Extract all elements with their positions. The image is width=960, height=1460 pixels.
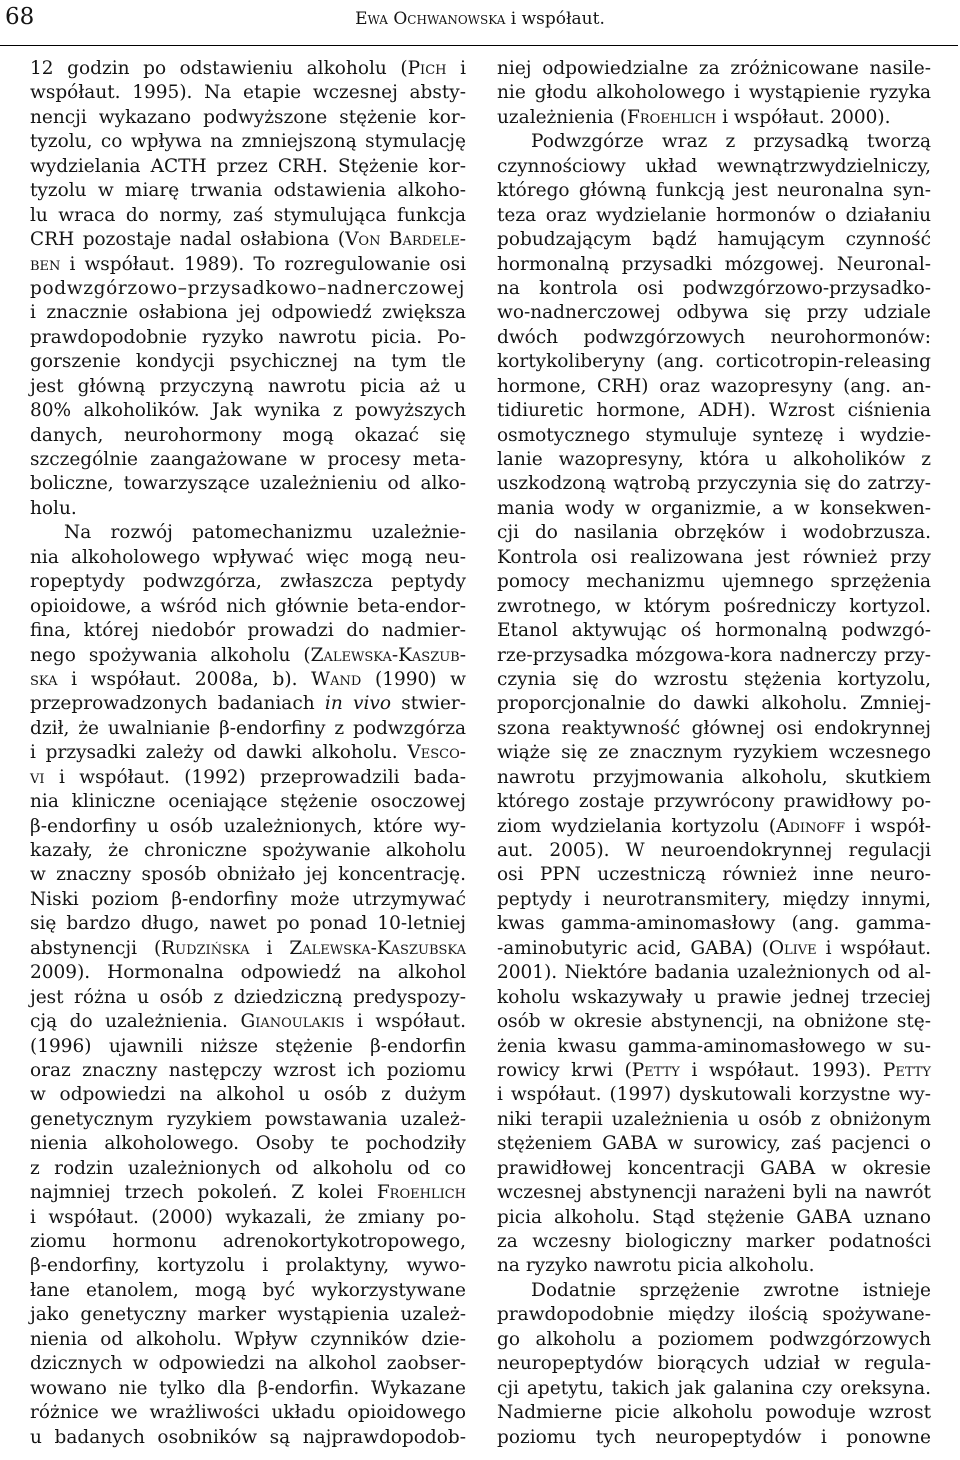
text-line xyxy=(30,1352,466,1376)
running-head xyxy=(0,8,960,30)
author-name: ben xyxy=(30,253,61,275)
text-line xyxy=(30,619,466,643)
text-line xyxy=(30,546,466,570)
text-run: rowicy krwi ( xyxy=(497,1059,632,1081)
text-run: wczesnej abstynencji narażeni byli na nawrót xyxy=(497,1182,931,1204)
author-name: Zalewska-Kaszubska xyxy=(289,937,466,959)
text-run: żenia kwasu gamma-aminomasłowego w su- xyxy=(497,1035,931,1057)
text-run: Podwzgórze wraz z przysadką tworzą xyxy=(531,131,931,153)
text-run: proporcjonalnie do dawki alkoholu. Zmniej- xyxy=(497,693,931,715)
text-run: szona reaktywność głównej osi endokrynnej xyxy=(497,717,931,739)
text-line xyxy=(497,277,931,301)
author-name: Froehlich xyxy=(627,106,717,128)
text-run: kwas gamma-aminomasłowy (ang. gamma- xyxy=(497,913,931,935)
text-line xyxy=(30,1157,466,1181)
text-line xyxy=(497,570,931,594)
text-run: i xyxy=(249,937,290,959)
text-line xyxy=(30,1206,466,1230)
text-line xyxy=(497,326,931,350)
text-run: opioidowe, a wśród nich głównie beta-endor- xyxy=(30,595,466,617)
text-run: i współaut. (2000) wykazali, że zmiany po- xyxy=(30,1206,466,1228)
text-run: tyzolu, co wpływa na zmniejszoną stymulację xyxy=(30,131,466,153)
text-line xyxy=(30,521,466,545)
text-run: i xyxy=(446,58,466,79)
text-line xyxy=(30,1377,466,1401)
text-run: nienia alkoholowego. Osoby te pochodziły xyxy=(30,1133,466,1155)
text-line xyxy=(30,1303,466,1327)
text-line xyxy=(30,766,466,790)
text-run: lu wraca do normy, zaś stymulująca funkcja xyxy=(30,204,466,226)
author-name: Gianoulakis xyxy=(240,1011,345,1033)
text-run: picia alkoholu. Stąd stężenie GABA uznano xyxy=(497,1206,931,1228)
text-run: 2009). Hormonalna odpowiedź na alkohol xyxy=(30,962,466,984)
text-run: Nadmierne picie alkoholu powoduje wzrost xyxy=(497,1402,931,1424)
text-line xyxy=(30,1108,466,1132)
text-line xyxy=(497,595,931,619)
text-line xyxy=(30,472,466,496)
text-line xyxy=(497,1254,931,1278)
text-line xyxy=(497,790,931,814)
author-name: Froehlich xyxy=(376,1182,466,1204)
text-run: neuropeptydów biorących udział w regula- xyxy=(497,1353,931,1375)
text-run: (1996) ujawnili niższe stężenie β-endorfin xyxy=(30,1035,466,1057)
text-run: boliczne, towarzyszące uzależnieniu od alko- xyxy=(30,473,466,495)
text-run: i przysadki zależy od dawki alkoholu. xyxy=(30,742,408,764)
text-line xyxy=(497,863,931,887)
text-run: tidiuretic hormone, ADH). Wzrost ciśnienia xyxy=(497,400,931,422)
text-run: nia alkoholowego wpływać więc mogą neu- xyxy=(30,546,466,568)
text-run: β-endorfiny u osób uzależnionych, które wy- xyxy=(30,815,466,837)
text-run: gorszenie kondycji psychicznej na tym tle xyxy=(30,351,466,373)
text-run: fina, której niedobór prowadzi do nadmier- xyxy=(30,620,466,642)
text-run: którego zostaje przywrócony prawidłowy po- xyxy=(497,791,931,813)
text-run: współaut. 1995). Na etapie wczesnej absty- xyxy=(30,82,466,104)
text-line xyxy=(497,644,931,668)
text-line xyxy=(497,106,931,130)
text-run: CRH pozostaje nadal osłabiona ( xyxy=(30,229,346,251)
text-line xyxy=(497,986,931,1010)
text-run: pobudzającym bądź hamującym czynność xyxy=(497,229,931,251)
text-run: wowano nie tylko dla β-endorfin. Wykazane xyxy=(30,1377,466,1399)
text-run: zwrotnego, w którym pośredniczy kortyzol. xyxy=(497,595,931,617)
text-run: czynnościowy układ wewnątrzwydzielniczy, xyxy=(497,155,931,177)
text-run: -aminobutyric acid, GABA) ( xyxy=(497,937,769,959)
text-line xyxy=(497,1230,931,1254)
text-line xyxy=(497,1303,931,1327)
author-name: Zalewska-Kaszub- xyxy=(310,644,466,666)
text-line xyxy=(497,937,931,961)
text-line xyxy=(497,692,931,716)
text-run: Na rozwój patomechanizmu uzależnie- xyxy=(64,522,466,544)
text-line xyxy=(30,692,466,716)
text-line xyxy=(497,668,931,692)
text-run: Kontrola osi realizowana jest również przy xyxy=(497,546,931,568)
text-run: stwier- xyxy=(390,693,466,715)
text-run: łane etanolem, mogą być wykorzystywane xyxy=(30,1279,466,1301)
text-line xyxy=(30,277,466,301)
text-run: 80% alkoholików. Jak wynika z powyższych xyxy=(30,400,466,422)
text-run: w znaczny sposób obniżało jej koncentrację. xyxy=(30,864,466,886)
text-line xyxy=(497,350,931,374)
text-run: aut. 2005). W neuroendokrynnej regulacji xyxy=(497,840,931,861)
text-run: jako genetyczny marker wystąpienia uzależ- xyxy=(30,1304,466,1326)
text-line xyxy=(497,961,931,985)
text-line xyxy=(497,1377,931,1401)
text-run: najmniej trzech pokoleń. Z kolei xyxy=(30,1182,377,1204)
text-line xyxy=(30,1181,466,1205)
text-run: prawidłowej koncentracji GABA w okresie xyxy=(497,1157,931,1179)
text-run: prawdopodobnie ryzyko nawrotu picia. Po- xyxy=(30,326,466,348)
author-name: Rudzińska xyxy=(161,937,250,959)
text-run: lanie wazopresyny, która u alkoholików z xyxy=(497,449,931,470)
text-run: na ryzyko nawrotu picia alkoholu. xyxy=(497,1255,815,1277)
text-run: jest główną przyczyną nawrotu picia aż u xyxy=(30,375,466,397)
text-run: peptydy i neurotransmitery, między innymi, xyxy=(497,888,931,910)
text-line xyxy=(497,253,931,277)
text-run: hormonalną przysadki mózgowej. Neuronal- xyxy=(497,253,931,275)
text-line xyxy=(30,1083,466,1107)
text-run: niki terapii uzależnienia u osób z obniżonym xyxy=(497,1108,931,1130)
text-run: niej odpowiedzialne za zróżnicowane nasile- xyxy=(497,58,931,79)
text-line xyxy=(497,179,931,203)
text-run: 12 godzin po odstawieniu alkoholu ( xyxy=(30,58,408,79)
text-run: (1990) w xyxy=(361,668,466,690)
text-line xyxy=(30,130,466,154)
text-run: i współaut. xyxy=(816,937,931,959)
text-run: za wczesny biologiczny marker podatności xyxy=(497,1231,931,1252)
text-run: jest różna u osób z dziedziczną predyspozy- xyxy=(30,986,466,1008)
text-line xyxy=(497,619,931,643)
text-line xyxy=(497,1059,931,1083)
text-run: tyzolu w miarę trwania odstawienia alkoho- xyxy=(30,180,466,202)
author-name: Petty xyxy=(882,1059,931,1081)
text-run: danych, neurohormony mogą okazać się xyxy=(30,424,466,446)
text-line xyxy=(497,399,931,423)
text-run: z rodzin uzależnionych od alkoholu od co xyxy=(30,1157,466,1179)
text-line xyxy=(30,888,466,912)
text-line xyxy=(30,350,466,374)
text-line xyxy=(497,130,931,154)
text-line xyxy=(497,717,931,741)
text-run: abstynencji ( xyxy=(30,937,162,959)
text-run: kortykoliberyny (ang. corticotropin-releasing xyxy=(497,351,931,373)
author-name: Adinoff xyxy=(776,815,846,837)
text-line xyxy=(30,204,466,228)
text-line xyxy=(30,961,466,985)
text-line xyxy=(497,424,931,448)
text-line xyxy=(497,912,931,936)
text-line xyxy=(497,375,931,399)
text-line xyxy=(30,644,466,668)
text-line xyxy=(30,1059,466,1083)
text-run: wiąże się ze znacznym ryzykiem wczesnego xyxy=(497,742,931,764)
text-line xyxy=(30,1254,466,1278)
text-run: teza oraz wydzielanie hormonów o działaniu xyxy=(497,204,931,226)
author-name: Von Bardele- xyxy=(345,229,466,251)
text-line xyxy=(30,1010,466,1034)
author-name: ska xyxy=(30,668,58,690)
text-line xyxy=(497,839,931,863)
text-line xyxy=(30,741,466,765)
text-line xyxy=(497,1035,931,1059)
running-head-suffix: i współaut. xyxy=(505,9,605,29)
text-run: β-endorfiny, kortyzolu i prolaktyny, wywo- xyxy=(30,1255,466,1277)
text-run: nawrotu przyjmowania alkoholu, skutkiem xyxy=(497,766,931,788)
text-run: Dodatnie sprzężenie zwrotne istnieje xyxy=(531,1279,931,1301)
text-line xyxy=(497,815,931,839)
text-run: nie głodu alkoholowego i wystąpienie ryzyka xyxy=(497,82,931,104)
text-run: i współaut. (1997) dyskutowali korzystne wy- xyxy=(497,1084,931,1106)
text-run: genetycznym ryzykiem powstawania uzależ- xyxy=(30,1108,466,1130)
text-line xyxy=(497,888,931,912)
text-run: kazały, że chroniczne spożywanie alkoholu xyxy=(30,840,466,861)
text-line xyxy=(497,1206,931,1230)
text-run: przeprowadzonych badaniach xyxy=(30,693,325,715)
text-line xyxy=(497,1181,931,1205)
text-run: którego główną funkcją jest neuronalna syn- xyxy=(497,180,931,202)
text-run: i współaut. (1992) przeprowadzili bada- xyxy=(44,766,466,788)
text-run: szczególnie zaangażowane w procesy meta- xyxy=(30,449,466,470)
text-line xyxy=(497,1401,931,1425)
text-line xyxy=(497,228,931,252)
text-run: hormone, CRH) oraz wazopresyny (ang. an- xyxy=(497,375,931,397)
text-line xyxy=(30,937,466,961)
text-line xyxy=(30,986,466,1010)
text-run: i współ- xyxy=(845,815,931,837)
left-column xyxy=(30,57,466,1450)
text-line xyxy=(497,448,931,472)
text-line xyxy=(497,1328,931,1352)
text-line xyxy=(30,815,466,839)
text-line xyxy=(497,521,931,545)
text-run: stężeniem GABA w surowicy, zaś pacjenci o xyxy=(497,1133,931,1155)
text-run: rze-przysadka mózgowa-kora nadnerczy przy- xyxy=(497,644,931,666)
text-line xyxy=(30,839,466,863)
text-run: holu. xyxy=(30,497,77,519)
author-name: vi xyxy=(30,766,45,788)
text-run: i współaut. 2000). xyxy=(716,106,891,128)
text-run: Etanol aktywując oś hormonalną podwzgó- xyxy=(497,620,931,642)
text-line xyxy=(30,1279,466,1303)
text-line xyxy=(30,106,466,130)
text-line xyxy=(30,1230,466,1254)
text-line xyxy=(30,155,466,179)
text-line xyxy=(30,424,466,448)
text-run: czynia się do wzrostu stężenia kortyzolu, xyxy=(497,668,931,690)
text-line xyxy=(497,497,931,521)
text-run: mania wody w organizmie, a w konsekwen- xyxy=(497,497,931,519)
text-run: pomocy mechanizmu ujemnego sprzężenia xyxy=(497,571,931,593)
page-number: 68 xyxy=(5,4,35,30)
running-head-author: Ewa Ochwanowska xyxy=(355,9,506,29)
text-run: go alkoholu a poziomem podwzgórzowych xyxy=(497,1328,931,1350)
text-run: wydzielania ACTH przez CRH. Stężenie kor- xyxy=(30,155,466,177)
text-run: prawdopodobnie między ilością spożywane- xyxy=(497,1304,931,1326)
text-line xyxy=(30,448,466,472)
text-run: i znacznie osłabiona jej odpowiedź zwiększa xyxy=(30,302,466,324)
text-line xyxy=(30,253,466,277)
author-name: Petty xyxy=(631,1059,680,1081)
text-run: ropeptydy podwzgórza, zwłaszcza peptydy xyxy=(30,571,466,593)
text-line xyxy=(497,81,931,105)
text-run: cji do nasilania obrzęków i wodobrzusza. xyxy=(497,522,931,544)
text-run: oraz znaczny następczy wzrost ich poziomu xyxy=(30,1059,466,1081)
text-line xyxy=(30,301,466,325)
text-line xyxy=(30,57,466,81)
text-line xyxy=(30,1035,466,1059)
text-run: cji apetytu, takich jak galanina czy oreksyna. xyxy=(497,1377,931,1399)
text-run: dwóch podwzgórzowych neurohormonów: xyxy=(497,326,931,348)
text-run: w odpowiedzi na alkohol u osób z dużym xyxy=(30,1084,466,1106)
italic-term: in vivo xyxy=(324,693,391,715)
text-run: nego spożywania alkoholu ( xyxy=(30,644,311,666)
text-run: wo-nadnerczowej odbywa się przy udziale xyxy=(497,302,931,324)
text-run: 2001). Niektóre badania uzależnionych od al- xyxy=(497,962,931,984)
text-run: u badanych osobników są najprawdopodob- xyxy=(30,1426,466,1448)
text-line xyxy=(30,1328,466,1352)
text-run: nencji wykazano podwyższone stężenie kor- xyxy=(30,106,466,128)
text-line xyxy=(30,912,466,936)
text-run: uzależnienia ( xyxy=(497,106,628,128)
text-line xyxy=(30,1401,466,1425)
text-line xyxy=(30,1132,466,1156)
text-run: osób w okresie abstynencji, na obniżone stę- xyxy=(497,1011,931,1033)
text-line xyxy=(497,1352,931,1376)
text-line xyxy=(30,326,466,350)
text-line xyxy=(30,863,466,887)
text-line xyxy=(30,497,466,521)
text-run: poziomu tych neuropeptydów i ponowne xyxy=(497,1426,931,1448)
text-run: nia kliniczne oceniające stężenie osoczowej xyxy=(30,791,466,813)
text-run: koholu wskazywały u prawie jednej trzeciej xyxy=(497,986,931,1008)
text-line xyxy=(30,595,466,619)
text-line xyxy=(30,790,466,814)
text-line xyxy=(30,228,466,252)
text-run: podwzgórzowo–przysadkowo–nadnerczowej xyxy=(30,277,465,299)
text-run: i współaut. xyxy=(344,1011,466,1033)
text-line xyxy=(497,301,931,325)
text-run: dzicznych w odpowiedzi na alkohol zaobser- xyxy=(30,1353,466,1375)
text-line xyxy=(497,1083,931,1107)
text-line xyxy=(30,375,466,399)
text-line xyxy=(497,741,931,765)
text-line xyxy=(497,1132,931,1156)
text-run: uszkodzoną wątrobą przyczynia się do zatrzy- xyxy=(497,473,931,495)
text-line xyxy=(30,570,466,594)
text-line xyxy=(497,1426,931,1450)
text-run: cją do uzależnienia. xyxy=(30,1011,241,1033)
author-name: Wand xyxy=(311,668,362,690)
text-line xyxy=(497,1157,931,1181)
text-line xyxy=(497,57,931,81)
text-line xyxy=(30,179,466,203)
author-name: Pich xyxy=(407,58,447,79)
text-line xyxy=(497,766,931,790)
header-rule xyxy=(0,45,958,46)
text-line xyxy=(497,1108,931,1132)
right-column xyxy=(497,57,931,1450)
text-line xyxy=(30,717,466,741)
text-line xyxy=(497,204,931,228)
text-run: i współaut. 1993). xyxy=(679,1059,883,1081)
author-name: Vesco- xyxy=(407,742,466,764)
text-line xyxy=(30,399,466,423)
text-run: ziomu hormonu adrenokortykotropowego, xyxy=(30,1231,466,1252)
text-run: różnice we wrażliwości układu opioidowego xyxy=(30,1402,466,1424)
text-run: osmotycznego stymuluje syntezę i wydzie- xyxy=(497,424,931,446)
text-run: dził, że uwalnianie β-endorfiny z podwzgórza xyxy=(30,717,466,739)
text-run: Niski poziom β-endorfiny może utrzymywać xyxy=(30,888,466,910)
text-run: i współaut. 2008a, b). xyxy=(57,668,312,690)
text-line xyxy=(30,81,466,105)
text-run: się bardzo długo, nawet po ponad 10-letniej xyxy=(30,913,466,935)
text-line xyxy=(497,1279,931,1303)
text-run: i współaut. 1989). To rozregulowanie osi xyxy=(60,253,466,275)
text-run: na kontrola osi podwzgórzowo-przysadko- xyxy=(497,277,931,299)
text-run: nienia od alkoholu. Wpływ czynników dzie- xyxy=(30,1328,466,1350)
text-line xyxy=(497,546,931,570)
text-line xyxy=(30,668,466,692)
text-run: ziom wydzielania kortyzolu ( xyxy=(497,815,777,837)
text-line xyxy=(497,155,931,179)
text-line xyxy=(497,1010,931,1034)
text-run: osi PPN uczestniczą również inne neuro- xyxy=(497,864,931,886)
text-line xyxy=(497,472,931,496)
text-line xyxy=(30,1426,466,1450)
author-name: Olive xyxy=(768,937,817,959)
